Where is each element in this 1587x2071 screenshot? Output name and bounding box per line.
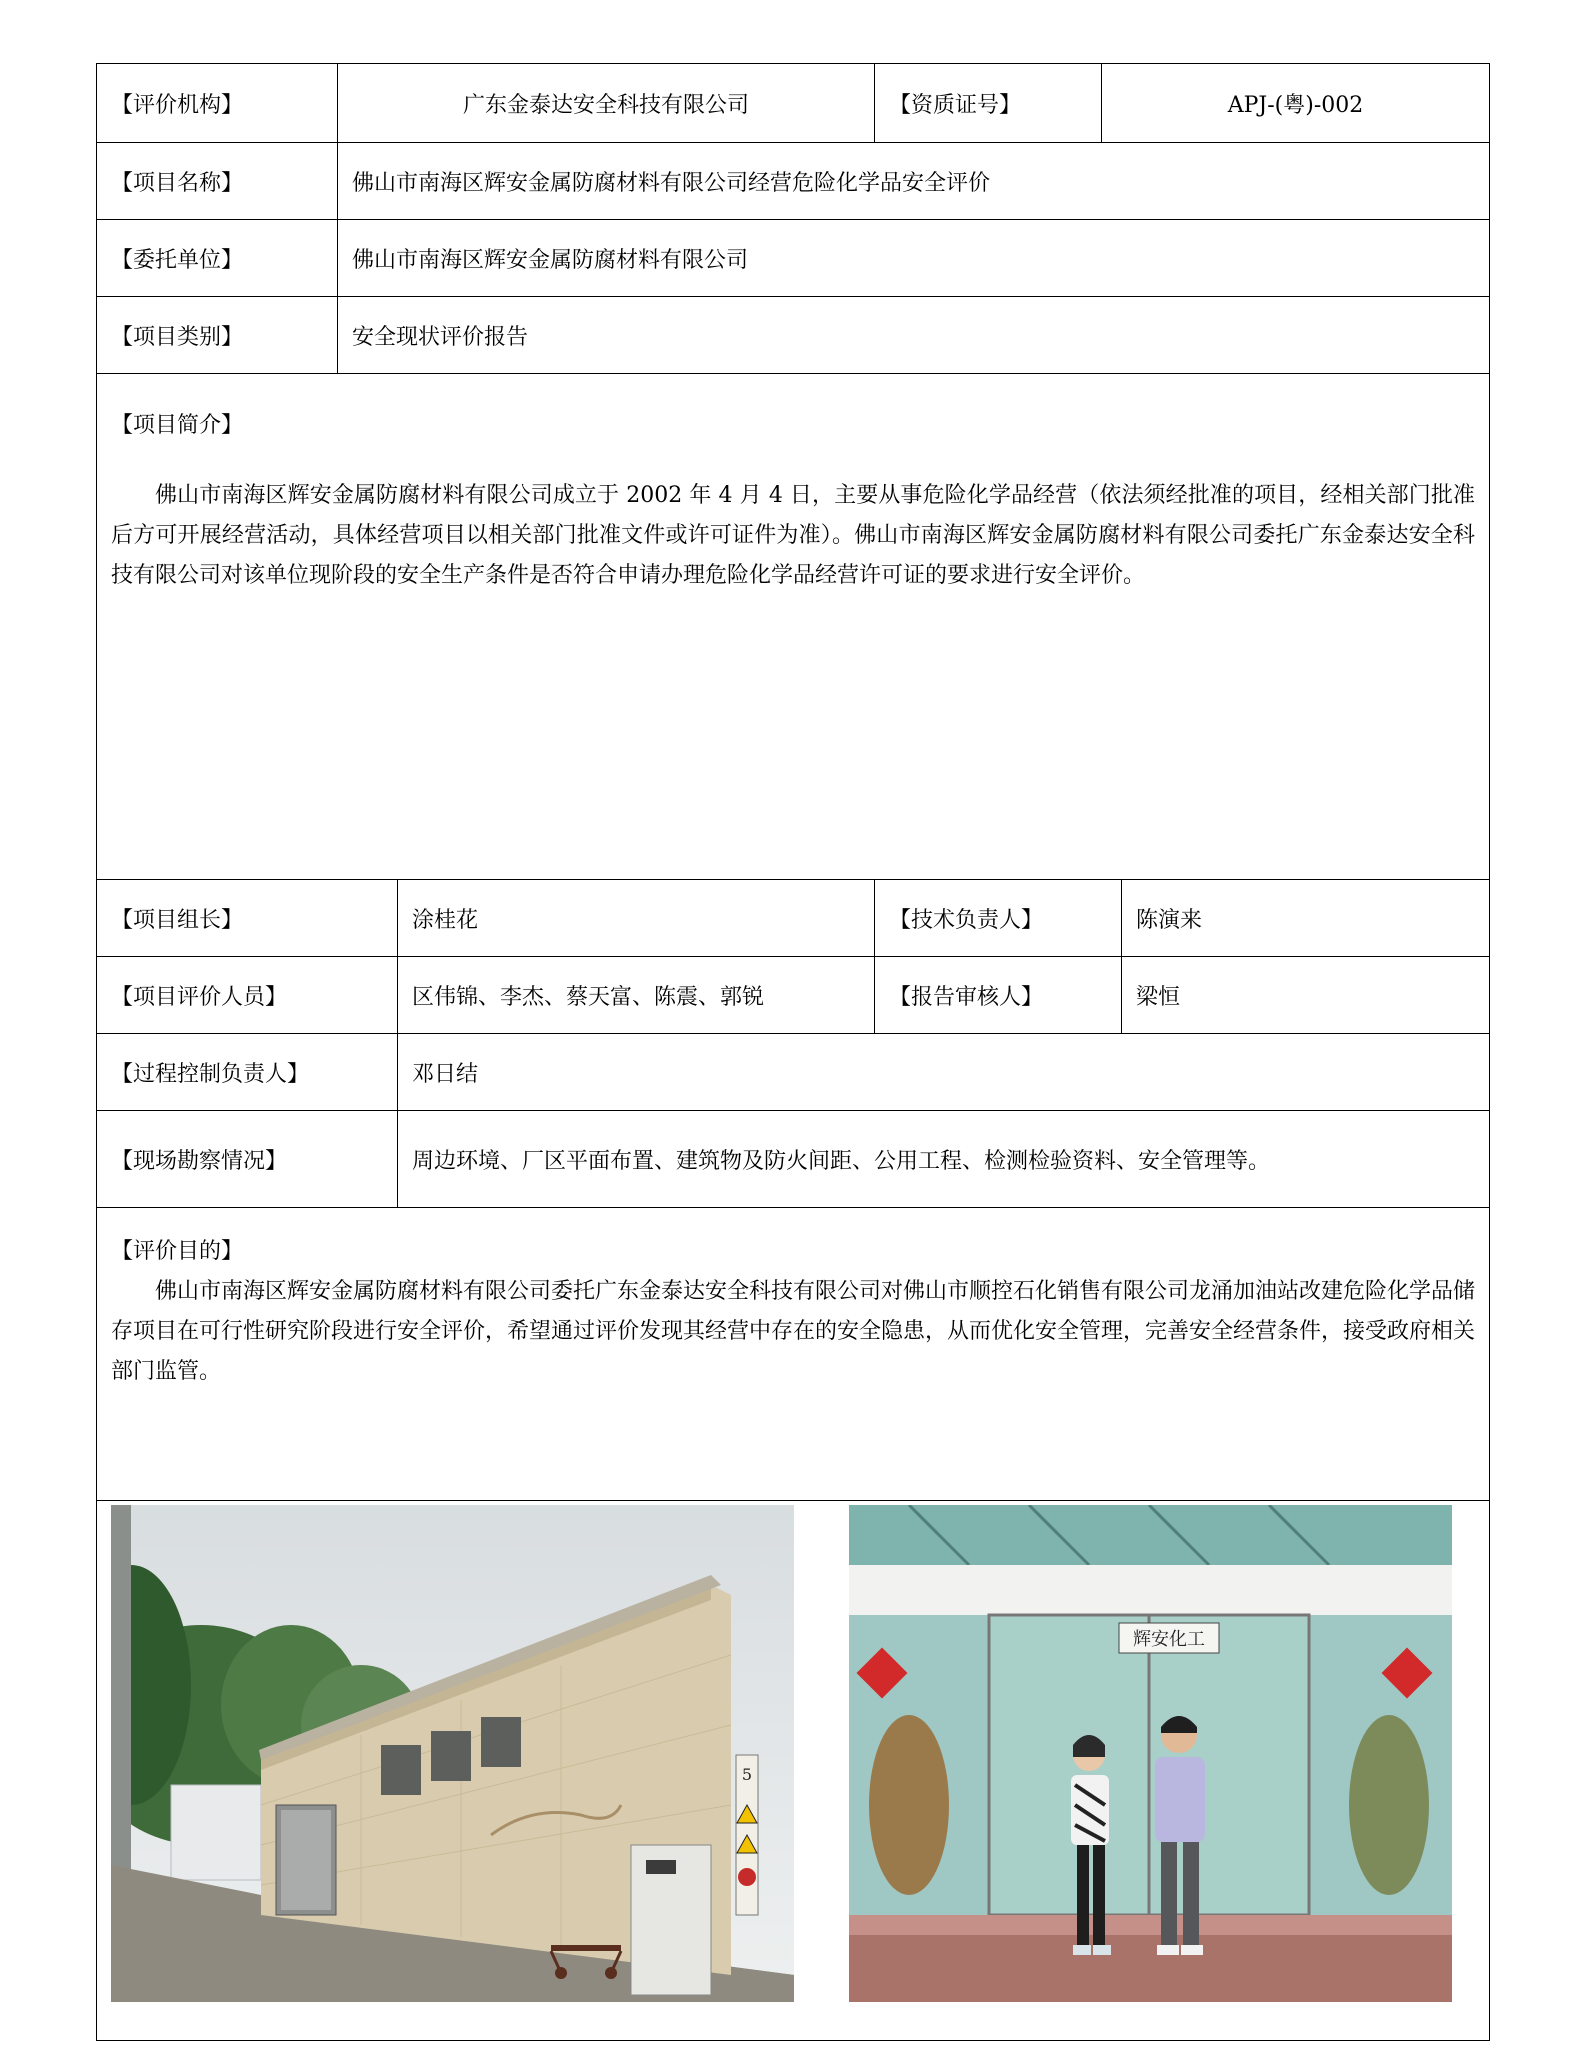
warehouse-photo-image	[111, 1505, 794, 2002]
process-control-value: 邓日结	[397, 1034, 1489, 1110]
cert-label: 【资质证号】	[874, 64, 1101, 142]
evaluators-value: 区伟锦、李杰、蔡天富、陈震、郭锐	[397, 957, 874, 1033]
reviewer-label: 【报告审核人】	[874, 957, 1121, 1033]
leader-row	[97, 880, 1489, 957]
reviewer-value: 梁恒	[1121, 957, 1489, 1033]
site-survey-label: 【现场勘察情况】	[111, 1148, 288, 1174]
project-name-label: 【项目名称】	[111, 170, 244, 196]
category-value: 安全现状评价报告	[337, 297, 1489, 373]
client-label: 【委托单位】	[111, 247, 244, 273]
entrance-photo	[849, 1505, 1452, 2002]
entrance-photo-image	[849, 1505, 1452, 2002]
evaluators-row	[97, 957, 1489, 1034]
project-name-value: 佛山市南海区辉安金属防腐材料有限公司经营危险化学品安全评价	[337, 143, 1489, 219]
evaluation-info-sheet	[96, 63, 1490, 2041]
category-label: 【项目类别】	[111, 324, 244, 350]
tech-lead-value: 陈演来	[1121, 880, 1489, 956]
company-door-sign: 辉安化工	[1133, 1629, 1205, 1650]
intro-label: 【项目简介】	[111, 413, 244, 438]
org-label: 【评价机构】	[111, 92, 244, 118]
client-value: 佛山市南海区辉安金属防腐材料有限公司	[337, 220, 1489, 296]
project-name-row	[97, 143, 1489, 220]
site-survey-value: 周边环境、厂区平面布置、建筑物及防火间距、公用工程、检测检验资料、安全管理等。	[397, 1111, 1489, 1207]
category-row	[97, 297, 1489, 374]
purpose-label: 【评价目的】	[111, 1239, 244, 1264]
process-control-row	[97, 1034, 1489, 1111]
tech-lead-label: 【技术负责人】	[874, 880, 1121, 956]
site-survey-row	[97, 1111, 1489, 1208]
org-row	[97, 64, 1489, 143]
process-control-label: 【过程控制负责人】	[111, 1061, 310, 1087]
photo-section	[97, 1501, 1489, 2040]
evaluators-label: 【项目评价人员】	[111, 984, 288, 1010]
warehouse-photo	[111, 1505, 794, 2002]
purpose-section	[97, 1208, 1489, 1501]
leader-label: 【项目组长】	[111, 907, 244, 933]
intro-text: 佛山市南海区辉安金属防腐材料有限公司成立于 2002 年 4 月 4 日，主要从事危险化学品经营（依法须经批准的项目，经相关部门批准后方可开展经营活动，具体经营项目以相关部门批准文件或许可证件为准）。佛山市南海区辉安金属防腐材料有限公司委托广东金泰达安全科技有限公司对该单位现阶段的安全生产条件是否符合申请办理危险化学品经营许可证的要求进行安全评价。	[111, 483, 1475, 588]
client-row	[97, 220, 1489, 297]
org-value: 广东金泰达安全科技有限公司	[337, 64, 874, 142]
intro-section	[97, 374, 1489, 880]
cert-value: APJ-(粤)-002	[1101, 64, 1489, 142]
leader-value: 涂桂花	[397, 880, 874, 956]
purpose-text: 佛山市南海区辉安金属防腐材料有限公司委托广东金泰达安全科技有限公司对佛山市顺控石化销售有限公司龙涌加油站改建危险化学品储存项目在可行性研究阶段进行安全评价，希望通过评价发现其经营中存在的安全隐患，从而优化安全管理，完善安全经营条件，接受政府相关部门监管。	[111, 1279, 1476, 1384]
pole-number: 5	[741, 1765, 753, 1784]
